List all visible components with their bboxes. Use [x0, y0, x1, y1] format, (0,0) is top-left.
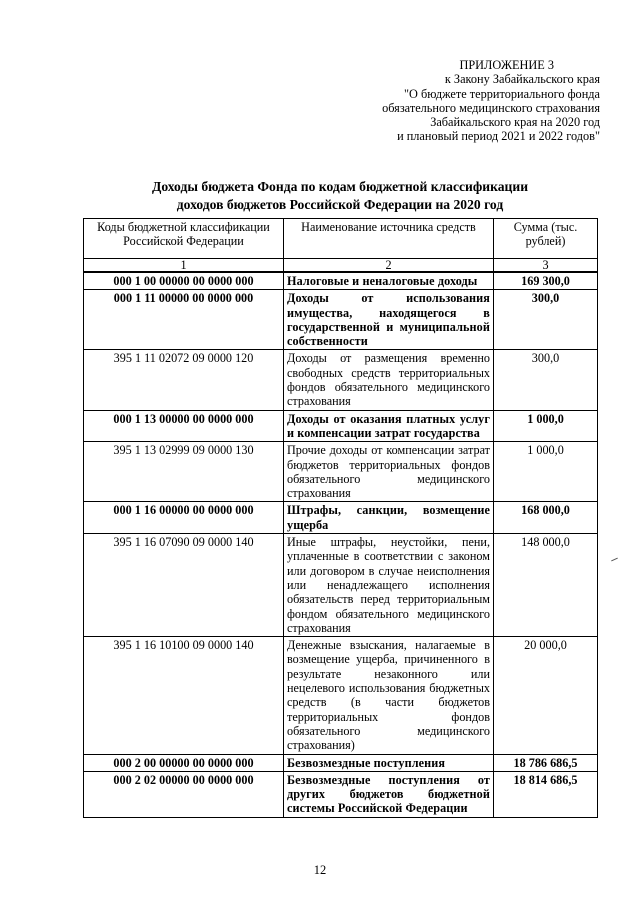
title-line-2: доходов бюджетов Российской Федерации на 2020 год — [176, 197, 504, 212]
row-amount: 300,0 — [494, 350, 598, 410]
row-name: Безвозмездные поступления от других бюджетов бюджетной системы Российской Федерации — [284, 771, 494, 817]
table-row — [84, 442, 598, 502]
header-name: Наименование источника средств — [284, 219, 494, 259]
column-number-row — [84, 259, 598, 273]
row-code: 395 1 13 02999 09 0000 130 — [84, 442, 284, 502]
column-number-2: 2 — [284, 259, 494, 273]
row-code: 000 1 16 00000 00 0000 000 — [84, 502, 284, 534]
header-code: Коды бюджетной классификации Российской Федерации — [84, 219, 284, 259]
appendix-law-title-line-2: обязательного медицинского страхования — [382, 100, 600, 115]
row-name: Прочие доходы от компенсации затрат бюджетов территориальных фондов обязательного медицинского страхования — [284, 442, 494, 502]
row-name: Иные штрафы, неустойки, пени, уплаченные в соответствии с законом или договором в случае неисполнения или ненадлежащего исполнения обязательств перед территориальным фондом обязательного медицинского страхования — [284, 534, 494, 637]
row-code: 000 2 02 00000 00 0000 000 — [84, 771, 284, 817]
row-code: 395 1 11 02072 09 0000 120 — [84, 350, 284, 410]
row-code: 000 1 13 00000 00 0000 000 — [84, 410, 284, 442]
appendix-law-line: к Закону Забайкальского края — [444, 72, 600, 87]
appendix-header — [300, 58, 600, 144]
row-name: Штрафы, санкции, возмещение ущерба — [284, 502, 494, 534]
title-line-1: Доходы бюджета Фонда по кодам бюджетной классификации — [151, 179, 529, 194]
table-row — [84, 410, 598, 442]
row-amount: 18 786 686,5 — [494, 754, 598, 771]
row-amount: 169 300,0 — [494, 272, 598, 290]
row-code: 000 2 00 00000 00 0000 000 — [84, 754, 284, 771]
row-amount: 148 000,0 — [494, 534, 598, 637]
row-amount: 1 000,0 — [494, 410, 598, 442]
table-row — [84, 637, 598, 754]
row-name: Доходы от размещения временно свободных средств территориальных фондов обязательного медицинского страхования — [284, 350, 494, 410]
table-row — [84, 272, 598, 290]
appendix-law-title-line-1: "О бюджете территориального фонда — [404, 86, 600, 101]
revenue-table — [83, 218, 598, 818]
row-amount: 300,0 — [494, 290, 598, 350]
row-name: Доходы от оказания платных услуг и компенсации затрат государства — [284, 410, 494, 442]
row-name: Доходы от использования имущества, находящегося в государственной и муниципальной собственности — [284, 290, 494, 350]
stray-pen-mark — [611, 558, 618, 562]
row-code: 000 1 11 00000 00 0000 000 — [84, 290, 284, 350]
row-code: 395 1 16 07090 09 0000 140 — [84, 534, 284, 637]
row-amount: 1 000,0 — [494, 442, 598, 502]
table-row — [84, 350, 598, 410]
table-row — [84, 502, 598, 534]
table-row — [84, 534, 598, 637]
page-number: 12 — [313, 863, 327, 877]
row-amount: 168 000,0 — [494, 502, 598, 534]
row-name: Денежные взыскания, налагаемые в возмещение ущерба, причиненного в результате незаконного или нецелевого использования бюджетных средств (в части бюджетов территориальных фондов обязательного медицинского страхования) — [284, 637, 494, 754]
table-row — [84, 290, 598, 350]
appendix-law-title-line-4: и плановый период 2021 и 2022 годов" — [397, 129, 600, 144]
header-amount: Сумма (тыс. рублей) — [494, 219, 598, 259]
appendix-law-title-line-3: Забайкальского края на 2020 год — [430, 115, 600, 130]
column-number-3: 3 — [494, 259, 598, 273]
column-number-1: 1 — [84, 259, 284, 273]
table-header-row — [84, 219, 598, 259]
row-amount: 18 814 686,5 — [494, 771, 598, 817]
document-title — [80, 178, 600, 214]
row-amount: 20 000,0 — [494, 637, 598, 754]
row-name: Налоговые и неналоговые доходы — [284, 272, 494, 290]
row-name: Безвозмездные поступления — [284, 754, 494, 771]
row-code: 395 1 16 10100 09 0000 140 — [84, 637, 284, 754]
appendix-label: ПРИЛОЖЕНИЕ 3 — [459, 58, 554, 72]
row-code: 000 1 00 00000 00 0000 000 — [84, 272, 284, 290]
table-row — [84, 754, 598, 771]
table-row — [84, 771, 598, 817]
